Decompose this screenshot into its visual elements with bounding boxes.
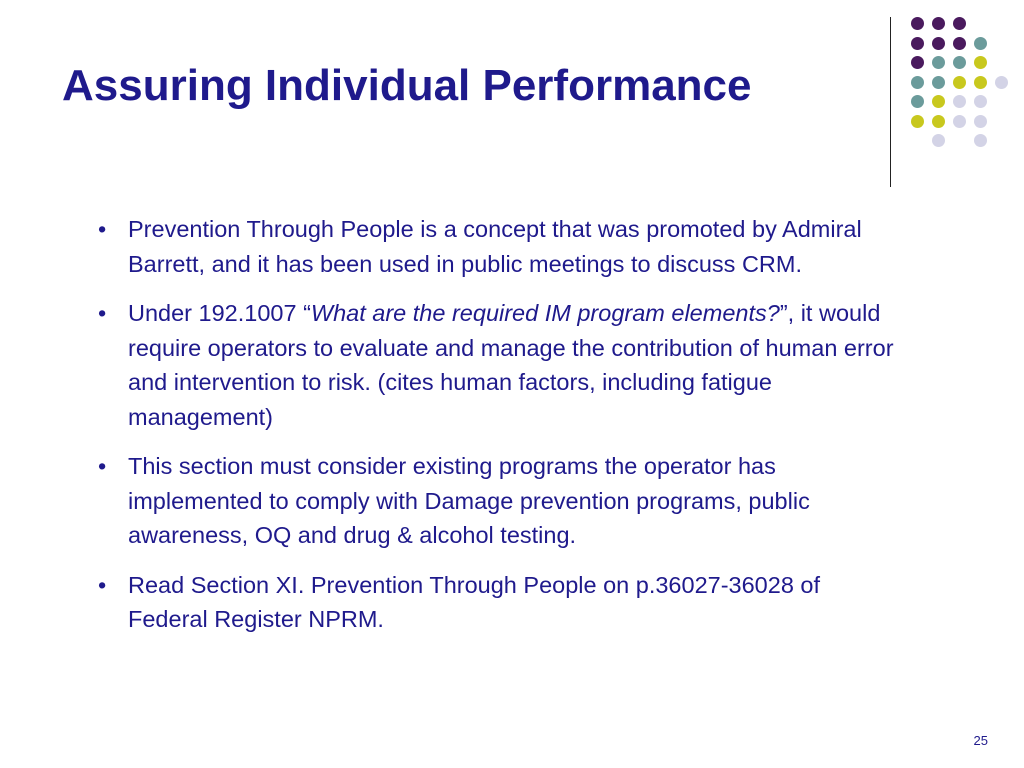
bullet-text: This section must consider existing programs the operator has implemented to comply with Damage prevention programs, public awareness, OQ and drug & alcohol testing. — [128, 453, 810, 548]
decorative-dot — [953, 17, 966, 30]
decorative-dot — [932, 76, 945, 89]
bullet-text-italic: What are the required IM program elements? — [310, 300, 780, 326]
decorative-dot — [974, 56, 987, 69]
decorative-dot — [932, 37, 945, 50]
decorative-dot — [932, 134, 945, 147]
bullet-item — [98, 449, 898, 553]
decorative-dot — [911, 17, 924, 30]
decorative-dot — [911, 115, 924, 128]
bullet-list — [98, 212, 898, 652]
decorative-dot — [953, 115, 966, 128]
decorative-dot — [953, 56, 966, 69]
decorative-dot — [995, 76, 1008, 89]
decorative-dot — [911, 76, 924, 89]
decorative-dot — [911, 56, 924, 69]
decorative-dot — [932, 95, 945, 108]
decorative-dot — [974, 76, 987, 89]
decorative-dot — [953, 95, 966, 108]
decorative-dot — [932, 115, 945, 128]
bullet-marker: • — [98, 300, 107, 326]
bullet-item — [98, 212, 898, 281]
bullet-text: Prevention Through People is a concept that was promoted by Admiral Barrett, and it has been used in public meetings to discuss CRM. — [128, 216, 862, 277]
decorative-dot — [911, 95, 924, 108]
bullet-text: Read Section XI. Prevention Through People on p.36027-36028 of Federal Register NPRM. — [128, 571, 821, 632]
slide-title: Assuring Individual Performance — [62, 61, 752, 110]
bullet-text-prefix: Under 192.1007 “ — [128, 300, 311, 326]
bullet-item — [98, 296, 898, 434]
decorative-dot — [932, 56, 945, 69]
bullet-text-suffix: ”, it would require operators to evaluate and manage the contribution of human error and intervention to risk. (cites human factors, including fatigue management) — [128, 300, 894, 430]
decorative-dot — [974, 115, 987, 128]
decorative-dot — [974, 95, 987, 108]
decorative-dot — [953, 76, 966, 89]
bullet-item — [98, 568, 898, 637]
page-number: 25 — [973, 733, 988, 748]
bullet-marker: • — [98, 571, 107, 598]
decorative-dot — [932, 17, 945, 30]
bullet-marker: • — [98, 453, 107, 479]
bullet-marker: • — [98, 216, 107, 242]
decorative-dot — [911, 37, 924, 50]
decorative-dot — [974, 37, 987, 50]
title-divider-line — [890, 17, 891, 187]
decorative-dot — [974, 134, 987, 147]
decorative-dot — [953, 37, 966, 50]
